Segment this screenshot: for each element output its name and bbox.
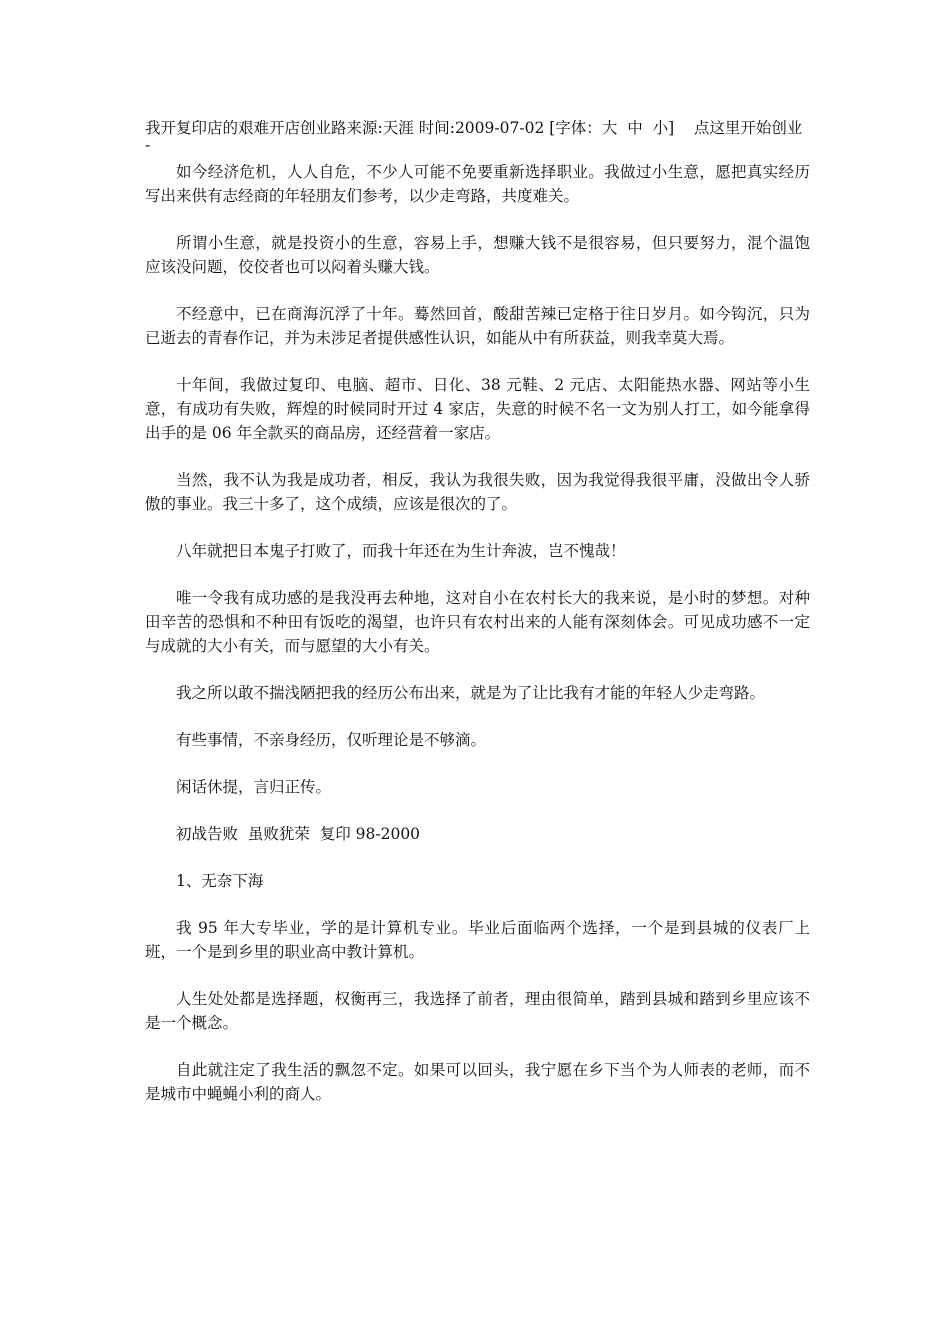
paragraph: 自此就注定了我生活的飘忽不定。如果可以回头，我宁愿在乡下当个为人师表的老师，而不是城市中蝇蝇小利的商人。 — [145, 1061, 810, 1103]
paragraph: 十年间，我做过复印、电脑、超市、日化、38 元鞋、2 元店、太阳能热水器、网站等小生意，有成功有失败，辉煌的时候同时开过 4 家店，失意的时候不名一文为别人打工，如今能拿得出手的是 06 年全款买的商品房，还经营着一家店。 — [145, 376, 810, 442]
source-value: 天涯 — [382, 119, 414, 137]
paragraph: 人生处处都是选择题，权衡再三，我选择了前者，理由很简单，踏到县城和踏到乡里应该不是一个概念。 — [145, 990, 810, 1032]
paragraph: 当然，我不认为我是成功者，相反，我认为我很失败，因为我觉得我很平庸，没做出令人骄傲的事业。我三十多了，这个成绩，应该是很次的了。 — [145, 471, 810, 513]
font-size-label: [字体： — [549, 119, 602, 137]
paragraph: 八年就把日本鬼子打败了，而我十年还在为生计奔波，岂不愧哉！ — [176, 542, 626, 560]
article-header — [145, 116, 810, 140]
paragraph: 有些事情，不亲身经历，仅听理论是不够滴。 — [176, 731, 487, 749]
paragraph: 如今经济危机，人人自危，不少人可能不免要重新选择职业。我做过小生意，愿把真实经历写出来供有志经商的年轻朋友们参考，以少走弯路，共度难关。 — [145, 163, 810, 205]
article-title: 我开复印店的艰难开店创业路 — [145, 119, 347, 137]
font-small-link[interactable]: 小] — [652, 119, 675, 137]
document-page — [145, 116, 810, 1129]
publish-date: 2009-07-02 — [454, 119, 545, 137]
paragraph: 我 95 年大专毕业，学的是计算机专业。毕业后面临两个选择，一个是到县城的仪表厂上班，一个是到乡里的职业高中教计算机。 — [145, 919, 810, 961]
subsection-heading: 1、无奈下海 — [176, 872, 264, 890]
paragraph: 我之所以敢不揣浅陋把我的经历公布出来，就是为了让比我有才能的年轻人少走弯路。 — [176, 684, 766, 702]
paragraph: 闲话休提，言归正传。 — [176, 778, 332, 796]
paragraph: 唯一令我有成功感的是我没再去种地，这对自小在农村长大的我来说，是小时的梦想。对种田辛苦的恐惧和不种田有饭吃的渴望，也许只有农村出来的人能有深刻体会。可见成功感不一定与成就的大小有关，而与愿望的大小有关。 — [145, 589, 810, 655]
paragraph: 所谓小生意，就是投资小的生意，容易上手，想赚大钱不是很容易，但只要努力，混个温饱应该没问题，佼佼者也可以闷着头赚大钱。 — [145, 234, 810, 276]
font-medium-link[interactable]: 中 — [627, 119, 643, 137]
source-label: 来源: — [346, 119, 383, 137]
section-heading: 初战告败 虽败犹荣 复印 98-2000 — [176, 825, 421, 843]
font-large-link[interactable]: 大 — [601, 119, 618, 137]
paragraph: 不经意中，已在商海沉浮了十年。蓦然回首，酸甜苦辣已定格于往日岁月。如今钩沉，只为已逝去的青春作记，并为未涉足者提供感性认识，如能从中有所获益，则我幸莫大焉。 — [145, 305, 810, 347]
time-label: 时间: — [418, 119, 455, 137]
start-business-link[interactable]: 点这里开始创业 — [693, 119, 803, 137]
separator-dash: - — [145, 136, 151, 154]
